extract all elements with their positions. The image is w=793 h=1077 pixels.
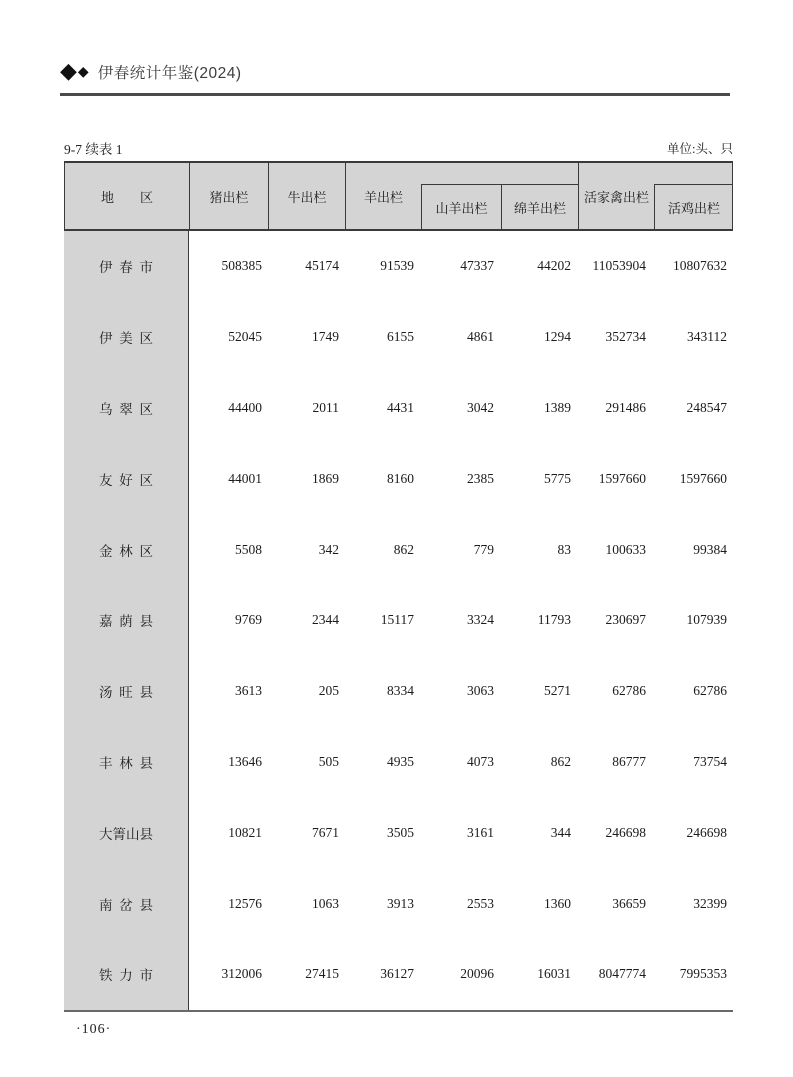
sheep-value-cell: 8334: [387, 683, 414, 699]
goat-value-cell: 2385: [467, 470, 494, 486]
chicken-value-cell: 246698: [686, 824, 727, 840]
goat-value-cell: 20096: [460, 966, 494, 982]
pig-value-cell: 44400: [228, 399, 262, 415]
yearbook-title: 伊春统计年鉴(2024): [97, 65, 242, 82]
poultry-value-cell: 291486: [605, 399, 646, 415]
table-number: 9-7 续表 1: [64, 142, 123, 157]
page-number: ·106·: [76, 1022, 112, 1037]
chicken-value-cell: 10807632: [673, 258, 727, 274]
mutton-sheep-value-cell: 1360: [544, 895, 571, 911]
col-header-mutton-sheep: 绵羊出栏: [501, 184, 578, 229]
table-row: [64, 656, 733, 727]
pig-value-cell: 9769: [235, 612, 262, 628]
poultry-value-cell: 230697: [605, 612, 646, 628]
goat-value-cell: 3161: [467, 824, 494, 840]
col-group-sheep: [346, 163, 578, 229]
poultry-value-cell: 11053904: [592, 258, 646, 274]
col-header-region: 地 区: [65, 163, 190, 229]
cattle-value-cell: 1749: [312, 329, 339, 345]
poultry-value-cell: 352734: [605, 329, 646, 345]
mutton-sheep-value-cell: 1389: [544, 399, 571, 415]
col-header-cattle: 牛出栏: [269, 163, 346, 229]
cattle-value-cell: 7671: [312, 824, 339, 840]
goat-value-cell: 47337: [460, 258, 494, 274]
table-row: [64, 302, 733, 373]
pig-value-cell: 13646: [228, 753, 262, 769]
diamond-small-icon: ◆: [77, 64, 89, 80]
region-cell: 丰 林 县: [64, 727, 189, 798]
table-body: [64, 231, 733, 1012]
cattle-value-cell: 205: [318, 683, 339, 699]
page-banner: [60, 56, 242, 88]
goat-value-cell: 3324: [467, 612, 494, 628]
unit-label: 单位:头、只: [667, 142, 733, 156]
mutton-sheep-value-cell: 5271: [544, 683, 571, 699]
chicken-value-cell: 107939: [686, 612, 727, 628]
table-row: [64, 443, 733, 514]
region-cell: 友 好 区: [64, 443, 189, 514]
table-row: [64, 514, 733, 585]
chicken-value-cell: 7995353: [679, 966, 727, 982]
table-row: [64, 727, 733, 798]
diamond-large-icon: ◆: [60, 59, 77, 84]
sheep-value-cell: 3505: [387, 824, 414, 840]
table-row: [64, 231, 733, 302]
region-cell: 嘉 荫 县: [64, 585, 189, 656]
banner-rule: [60, 93, 730, 96]
table-row: [64, 797, 733, 868]
poultry-value-cell: 62786: [612, 683, 646, 699]
cattle-value-cell: 505: [318, 753, 339, 769]
pig-value-cell: 312006: [221, 966, 262, 982]
chicken-value-cell: 99384: [693, 541, 727, 557]
goat-value-cell: 3063: [467, 683, 494, 699]
table-header: [64, 161, 733, 231]
poultry-value-cell: 246698: [605, 824, 646, 840]
region-cell: 铁 力 市: [64, 939, 189, 1010]
poultry-value-cell: 36659: [612, 895, 646, 911]
poultry-value-cell: 100633: [605, 541, 646, 557]
col-header-goat: 山羊出栏: [421, 184, 501, 229]
col-header-poultry: 活家禽出栏: [583, 189, 649, 205]
region-cell: 金 林 区: [64, 514, 189, 585]
cattle-value-cell: 2011: [312, 399, 339, 415]
sheep-value-cell: 91539: [380, 258, 414, 274]
sheep-value-cell: 15117: [380, 612, 414, 628]
cattle-value-cell: 27415: [305, 966, 339, 982]
pig-value-cell: 3613: [235, 683, 262, 699]
goat-value-cell: 4861: [467, 329, 494, 345]
mutton-sheep-value-cell: 344: [550, 824, 571, 840]
chicken-value-cell: 32399: [693, 895, 727, 911]
sheep-value-cell: 862: [393, 541, 414, 557]
col-header-sheep: 羊出栏: [363, 189, 403, 205]
poultry-value-cell: 1597660: [598, 470, 646, 486]
sheep-value-cell: 3913: [387, 895, 414, 911]
table-row: [64, 868, 733, 939]
table-row: [64, 939, 733, 1010]
chicken-value-cell: 343112: [687, 329, 727, 345]
sheep-value-cell: 6155: [387, 329, 414, 345]
chicken-value-cell: 1597660: [679, 470, 727, 486]
sheep-value-cell: 8160: [387, 470, 414, 486]
table-row: [64, 585, 733, 656]
sheep-value-cell: 36127: [380, 966, 414, 982]
sheep-value-cell: 4431: [387, 399, 414, 415]
cattle-value-cell: 342: [318, 541, 339, 557]
pig-value-cell: 508385: [221, 258, 262, 274]
pig-value-cell: 5508: [235, 541, 262, 557]
sheep-value-cell: 4935: [387, 753, 414, 769]
chicken-value-cell: 62786: [693, 683, 727, 699]
pig-value-cell: 10821: [228, 824, 262, 840]
mutton-sheep-value-cell: 16031: [537, 966, 571, 982]
mutton-sheep-value-cell: 44202: [537, 258, 571, 274]
region-cell: 大箐山县: [64, 797, 189, 868]
col-header-pig: 猪出栏: [190, 163, 269, 229]
poultry-value-cell: 86777: [612, 753, 646, 769]
poultry-value-cell: 8047774: [598, 966, 646, 982]
livestock-table: [64, 161, 733, 1012]
pig-value-cell: 44001: [228, 470, 262, 486]
pig-value-cell: 12576: [228, 895, 262, 911]
region-cell: 乌 翠 区: [64, 373, 189, 444]
goat-value-cell: 3042: [467, 399, 494, 415]
cattle-value-cell: 1869: [312, 470, 339, 486]
goat-value-cell: 2553: [467, 895, 494, 911]
cattle-value-cell: 1063: [312, 895, 339, 911]
region-cell: 伊 美 区: [64, 302, 189, 373]
table-row: [64, 373, 733, 444]
pig-value-cell: 52045: [228, 329, 262, 345]
chicken-value-cell: 248547: [686, 399, 727, 415]
cattle-value-cell: 2344: [312, 612, 339, 628]
col-group-poultry: [578, 163, 732, 229]
mutton-sheep-value-cell: 11793: [537, 612, 571, 628]
col-header-chicken: 活鸡出栏: [654, 184, 733, 229]
mutton-sheep-value-cell: 862: [550, 753, 571, 769]
goat-value-cell: 779: [473, 541, 494, 557]
goat-value-cell: 4073: [467, 753, 494, 769]
region-cell: 南 岔 县: [64, 868, 189, 939]
mutton-sheep-value-cell: 5775: [544, 470, 571, 486]
region-cell: 汤 旺 县: [64, 656, 189, 727]
cattle-value-cell: 45174: [305, 258, 339, 274]
mutton-sheep-value-cell: 1294: [544, 329, 571, 345]
chicken-value-cell: 73754: [693, 753, 727, 769]
mutton-sheep-value-cell: 83: [557, 541, 571, 557]
region-cell: 伊 春 市: [64, 231, 189, 302]
